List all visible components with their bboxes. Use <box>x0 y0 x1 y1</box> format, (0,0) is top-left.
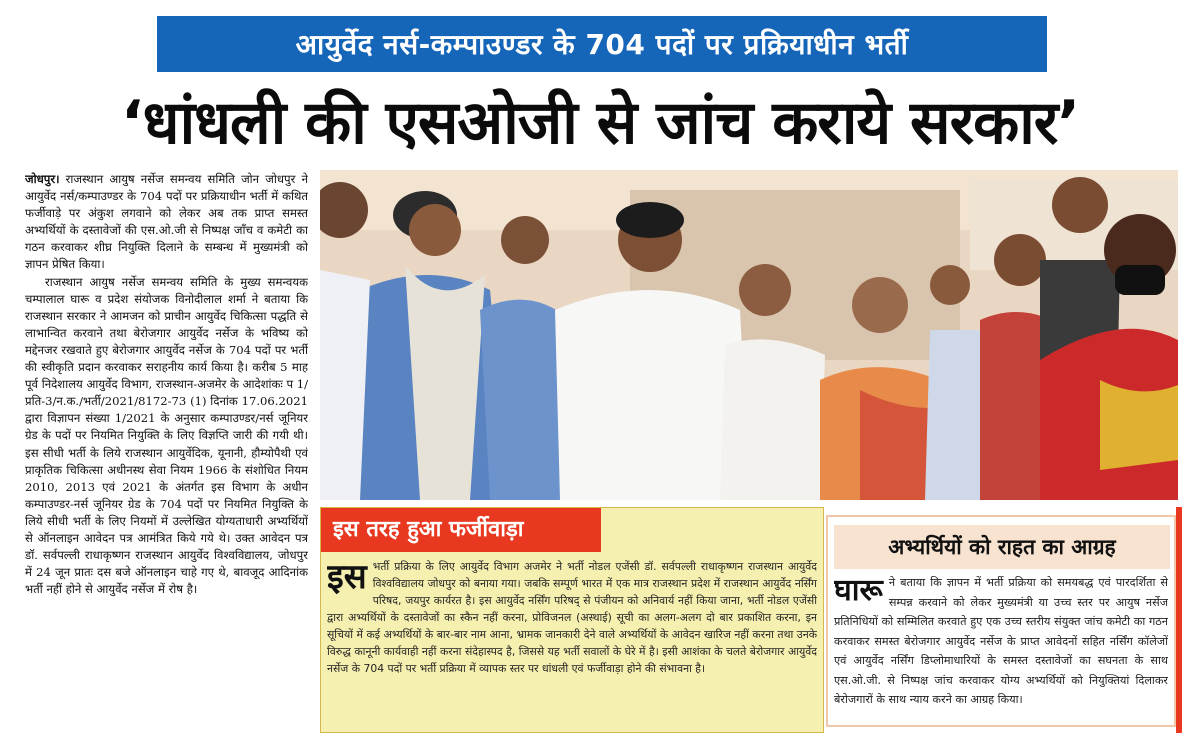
news-photo-illustration <box>320 170 1178 500</box>
fraud-box-title: इस तरह हुआ फर्जीवाड़ा <box>321 508 601 552</box>
fraud-box-dropcap: इस <box>327 558 367 597</box>
relief-box-body <box>834 573 1168 725</box>
fraud-box-text: भर्ती प्रक्रिया के लिए आयुर्वेद विभाग अजमेर ने भर्ती नोडल एजेंसी डॉ. सर्वपल्ली राधाकृष्णन राजस्थान आयुर्वेद विश्वविद्यालय जोधपुर को बनाया गया। जबकि सम्पूर्ण भारत में एक मात्र राजस्थान प्रदेश में राजस्थान आयुर्वेद नर्सिंग परिषद, जयपुर कार्यरत है। इस आयुर्वेद नर्सिंग परिषद् से पंजीयन को अनिवार्य नहीं किया जाना, भर्ती नोडल एजेंसी द्वारा अभ्यर्थियों के दस्तावेजों का स्कैन नहीं करना, प्रोविजनल (अस्थाई) सूची का अलग-अलग दो बार प्रकाशित करना, इन सूचियों में कई अभ्यर्थियों के बार-बार नाम आना, भ्रामक जानकारी देने वाले अभ्यर्थियों के आवेदन खारिज नहीं करना तथा उनके विरुद्ध कानूनी कार्यवाही नहीं करना संदेहास्पद है, जिससे यह भर्ती सवालों के घेरे में है। इसी आशंका के चलते बेरोजगार आयुर्वेद नर्सेज के 704 पदों पर भर्ती प्रक्रिया में व्यापक स्तर पर धांधली एवं फर्जीवाड़ा होने की संभावना है। <box>327 560 817 675</box>
box-divider <box>1176 507 1182 733</box>
news-photo <box>320 170 1178 500</box>
kicker-banner: आयुर्वेद नर्स-कम्पाउण्डर के 704 पदों पर प्रक्रियाधीन भर्ती <box>157 16 1047 72</box>
headline: ‘धांधली की एसओजी से जांच कराये सरकार’ <box>120 88 1080 158</box>
fraud-info-box <box>320 507 824 733</box>
relief-info-box <box>826 515 1176 727</box>
relief-box-title: अभ्यर्थियों को राहत का आग्रह <box>834 525 1170 569</box>
left-article-column <box>25 171 308 739</box>
relief-box-dropcap: घारू <box>834 573 883 608</box>
article-paragraph-2: राजस्थान आयुष नर्सेज समन्वय समिति के मुख्य समन्वयक चम्पालाल घारू व प्रदेश संयोजक विनोदीलाल शर्मा ने बताया कि राजस्थान सरकार ने आमजन को प्राचीन आयुर्वेद चिकित्सा पद्धति से लाभान्वित करवाने तथा बेरोजगार आयुर्वेद नर्सेज के भविष्य को मद्देनजर रखवाते हुए बेरोजगार आयुर्वेद नर्सेज के 704 पदों पर भर्ती की स्वीकृति प्रदान करवाकर सराहनीय कार्य किया है। करीब 5 माह पूर्व निदेशालय आयुर्वेद विभाग, राजस्थान-अजमेर के आदेशांकः प 1/प्रति-3/न.क./भर्ती/2021/8172-73 (1) दिनांक 17.06.2021 द्वारा विज्ञापन संख्या 1/2021 के अनुसार कम्पाउण्डर/नर्स जूनियर ग्रेड के पदों पर नियमित नियुक्ति के लिए विज्ञप्ति जारी की गयी थी। इस सीधी भर्ती के लिये राजस्थान आयुर्वेदिक, यूनानी, हौम्योपैथी एवं प्राकृतिक चिकित्सा अधीनस्थ सेवा नियम 1966 के संशोधित नियम 2010, 2013 एवं 2021 के अंतर्गत इस विभाग के अधीन कम्पाउण्डर-नर्स जूनियर ग्रेड के 704 पदों पर नियमित नियुक्ति के लिये सीधी भर्ती के लिए नियमों में उल्लेखित योग्यताधारी अभ्यर्थियों से ऑनलाइन आवेदन पत्र आमंत्रित किये गये थे। उक्त आवेदन पत्र डॉ. सर्वपल्ली राधाकृष्णन राजस्थान आयुर्वेद विश्वविद्यालय, जोधपुर में 24 जून प्रातः दस बजे ऑनलाइन चाहे गए थे, बावजूद आदिनांक भर्ती नहीं होने से आयुर्वेद नर्सेज में रोष है। <box>25 274 308 597</box>
dateline: जोधपुर। <box>25 172 60 186</box>
relief-box-text: ने बताया कि ज्ञापन में भर्ती प्रक्रिया को समयबद्ध एवं पारदर्शिता से सम्पन्न करवाने को लेकर मुख्यमंत्री या उच्च स्तर पर आयुष नर्सेज प्रतिनिधियों को सम्मिलित करवाते हुए एक उच्च स्तरीय संयुक्त जांच कमेटी का गठन करवाकर समस्त बेरोजगार आयुर्वेद नर्सेज के प्राप्त आवेदनों सहित नर्सिंग कॉलेजों एवं आयुर्वेद नर्सिंग डिप्लोमाधारियों के समस्त दस्तावेजों का सघनता के साथ एस.ओ.जी. से निष्पक्ष जांच करवाकर योग्य अभ्यर्थियों को नियुक्तियां दिलाकर बेरोजगारों के साथ न्याय करने का आग्रह किया। <box>834 576 1168 706</box>
fraud-box-body <box>327 558 817 730</box>
paragraph-1-text: राजस्थान आयुष नर्सेज समन्वय समिति जोन जोधपुर ने आयुर्वेद नर्स/कम्पाउण्डर के 704 पदों पर प्रक्रियाधीन भर्ती में कथित फर्जीवाड़े पर अंकुश लगवाने को लेकर अब तक प्राप्त समस्त अभ्यर्थियों के दस्तावेजों की एस.ओ.जी से निष्पक्ष जाँच व कमेटी का गठन करवाकर शीघ्र नियुक्ति दिलाने के सम्बन्ध में मुख्यमंत्री को ज्ञापन प्रेषित किया। <box>25 172 308 272</box>
article-paragraph-1 <box>25 171 308 274</box>
